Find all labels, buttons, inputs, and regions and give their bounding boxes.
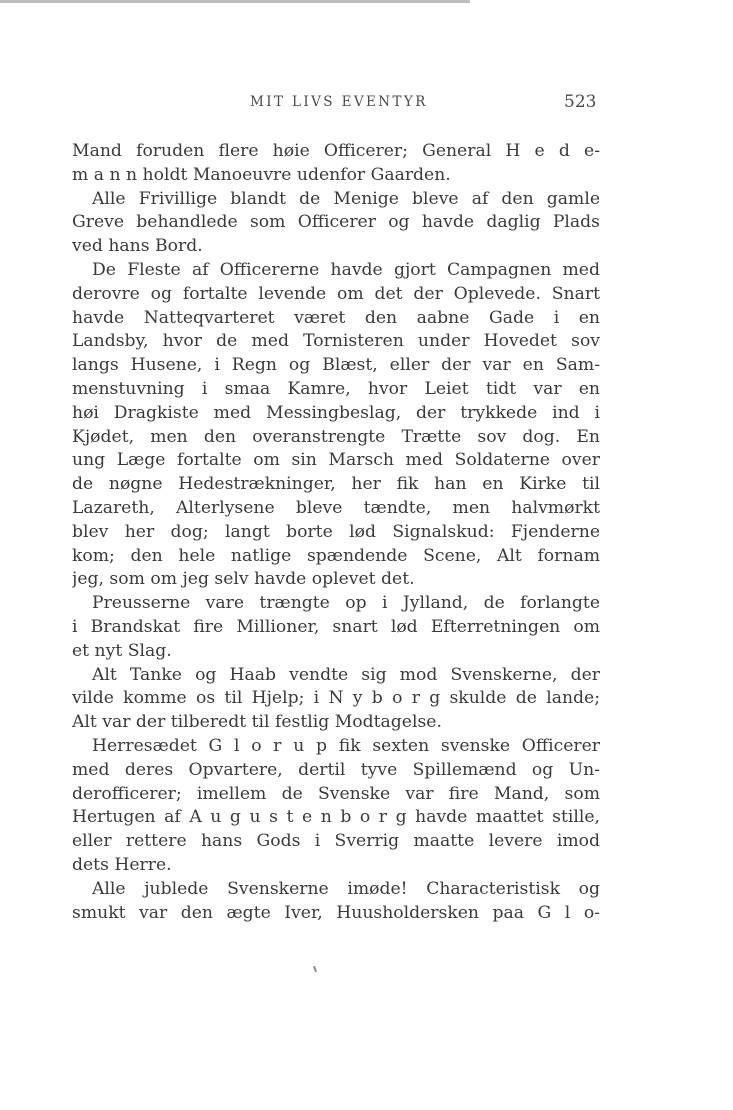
text-line: menstuvning i smaa Kamre, hvor Leiet tidt var en: [72, 378, 600, 399]
text-line: Lazareth, Alterlysene bleve tændte, men halvmørkt: [72, 497, 600, 518]
text-line: Mand foruden flere høie Officerer; General H e d e-: [72, 141, 600, 161]
body-text: [72, 140, 600, 925]
text-line: Alle jublede Svenskerne imøde! Characteristisk og: [92, 878, 600, 899]
running-title: MIT LIVS EVENTYR: [250, 94, 428, 110]
text-line: med deres Opvartere, dertil tyve Spillemænd og Un-: [72, 759, 600, 780]
text-line: et nyt Slag.: [72, 640, 172, 661]
text-line: eller rettere hans Gods i Sverrig maatte levere imod: [72, 831, 600, 852]
text-line: Greve behandlede som Officerer og havde daglig Plads: [72, 212, 600, 233]
text-line: m a n n holdt Manoeuvre udenfor Gaarden.: [72, 164, 451, 185]
text-line: jeg, som om jeg selv havde oplevet det.: [72, 569, 415, 590]
text-line: Alt Tanke og Haab vendte sig mod Svenskerne, der: [92, 664, 600, 685]
text-line: Landsby, hvor de med Tornisteren under Hovedet sov: [72, 331, 600, 352]
text-line: blev her dog; langt borte lød Signalskud: Fjenderne: [72, 521, 600, 542]
text-line: Alle Frivillige blandt de Menige bleve af den gamle: [92, 188, 600, 209]
text-line: dets Herre.: [72, 854, 172, 875]
scan-speck: [313, 966, 317, 972]
text-line: i Brandskat fire Millioner, snart lød Efterretningen om: [72, 616, 600, 637]
text-line: langs Husene, i Regn og Blæst, eller der var en Sam-: [72, 355, 600, 376]
page-number: 523: [564, 92, 597, 112]
text-line: ved hans Bord.: [72, 236, 203, 257]
text-line: vilde komme os til Hjelp; i N y b o r g skulde de lande;: [72, 688, 600, 709]
text-line: de nøgne Hedestrækninger, her fik han en Kirke til: [72, 474, 600, 495]
text-line: ung Læge fortalte om sin Marsch med Soldaterne over: [72, 450, 600, 471]
text-line: høi Dragkiste med Messingbeslag, der trykkede ind i: [72, 402, 600, 423]
text-line: Alt var der tilberedt til festlig Modtagelse.: [72, 712, 442, 733]
text-line: kom; den hele natlige spændende Scene, Alt fornam: [72, 545, 600, 566]
text-line: De Fleste af Officererne havde gjort Campagnen med: [92, 259, 600, 280]
text-line: smukt var den ægte Iver, Huusholdersken paa G l o-: [72, 902, 600, 923]
text-line: havde Natteqvarteret været den aabne Gade i en: [72, 307, 600, 328]
text-line: Hertugen af A u g u s t e n b o r g havde maattet stille,: [72, 807, 600, 828]
text-line: derofficerer; imellem de Svenske var fire Mand, som: [72, 783, 600, 804]
text-line: derovre og fortalte levende om det der Oplevede. Snart: [72, 283, 600, 304]
text-line: Herresædet G l o r u p fik sexten svenske Officerer: [92, 735, 600, 756]
text-line: Kjødet, men den overanstrengte Trætte sov dog. En: [72, 426, 600, 447]
scan-top-edge: [0, 0, 470, 3]
text-line: Preusserne vare trængte op i Jylland, de forlangte: [92, 593, 600, 614]
